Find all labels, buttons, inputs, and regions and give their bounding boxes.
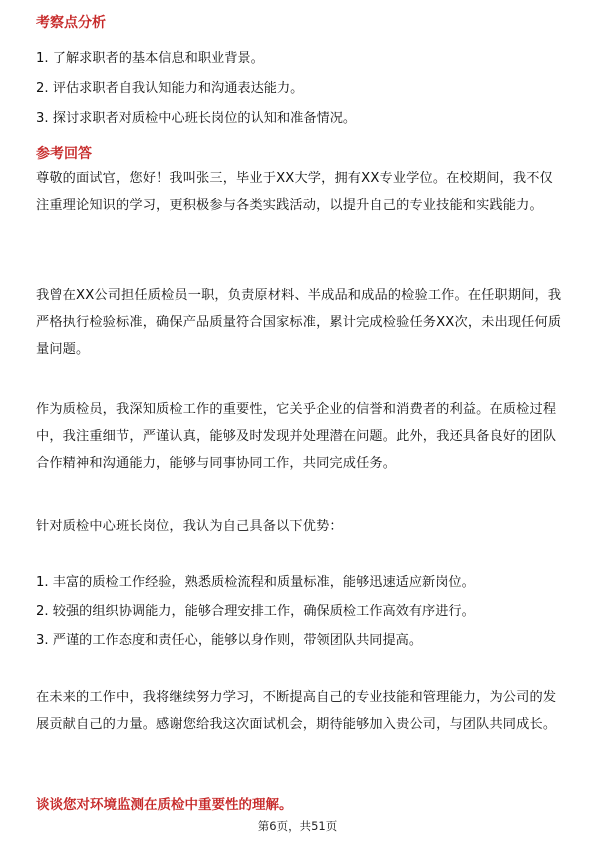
analysis-item-2: 2. 评估求职者自我认知能力和沟通表达能力。 xyxy=(36,81,304,96)
answer-paragraph-role: 作为质检员，我深知质检工作的重要性，它关乎企业的信誉和消费者的利益。在质检过程中，我注重细节，严谨认真，能够及时发现并处理潜在问题。此外，我还具备良好的团队合作精神和沟通能力，能够与同事协同工作，共同完成任务。 xyxy=(36,402,557,471)
reference-answer-heading: 参考回答 xyxy=(36,146,92,162)
next-question: 谈谈您对环境监测在质检中重要性的理解。 xyxy=(36,797,293,813)
advantage-item-1: 1. 丰富的质检工作经验，熟悉质检流程和质量标准，能够迅速适应新岗位。 xyxy=(36,575,475,590)
answer-paragraph-closing: 在未来的工作中，我将继续努力学习，不断提高自己的专业技能和管理能力，为公司的发展贡献自己的力量。感谢您给我这次面试机会，期待能够加入贵公司，与团队共同成长。 xyxy=(36,690,557,732)
advantage-item-3: 3. 严谨的工作态度和责任心，能够以身作则，带领团队共同提高。 xyxy=(36,633,423,648)
analysis-heading: 考察点分析 xyxy=(36,15,106,31)
answer-paragraph-intro: 尊敬的面试官，您好！我叫张三，毕业于XX大学，拥有XX专业学位。在校期间，我不仅注重理论知识的学习，更积极参与各类实践活动，以提升自己的专业技能和实践能力。 xyxy=(36,171,553,213)
analysis-item-3: 3. 探讨求职者对质检中心班长岗位的认知和准备情况。 xyxy=(36,111,357,126)
page-indicator: 第6页，共51页 xyxy=(257,819,338,833)
answer-paragraph-experience: 我曾在XX公司担任质检员一职，负责原材料、半成品和成品的检验工作。在任职期间，我严格执行检验标准，确保产品质量符合国家标准，累计完成检验任务XX次，未出现任何质量问题。 xyxy=(36,288,562,357)
analysis-item-1: 1. 了解求职者的基本信息和职业背景。 xyxy=(36,51,264,66)
answer-paragraph-advantages-intro: 针对质检中心班长岗位，我认为自己具备以下优势： xyxy=(36,519,343,534)
advantage-item-2: 2. 较强的组织协调能力，能够合理安排工作，确保质检工作高效有序进行。 xyxy=(36,604,475,619)
